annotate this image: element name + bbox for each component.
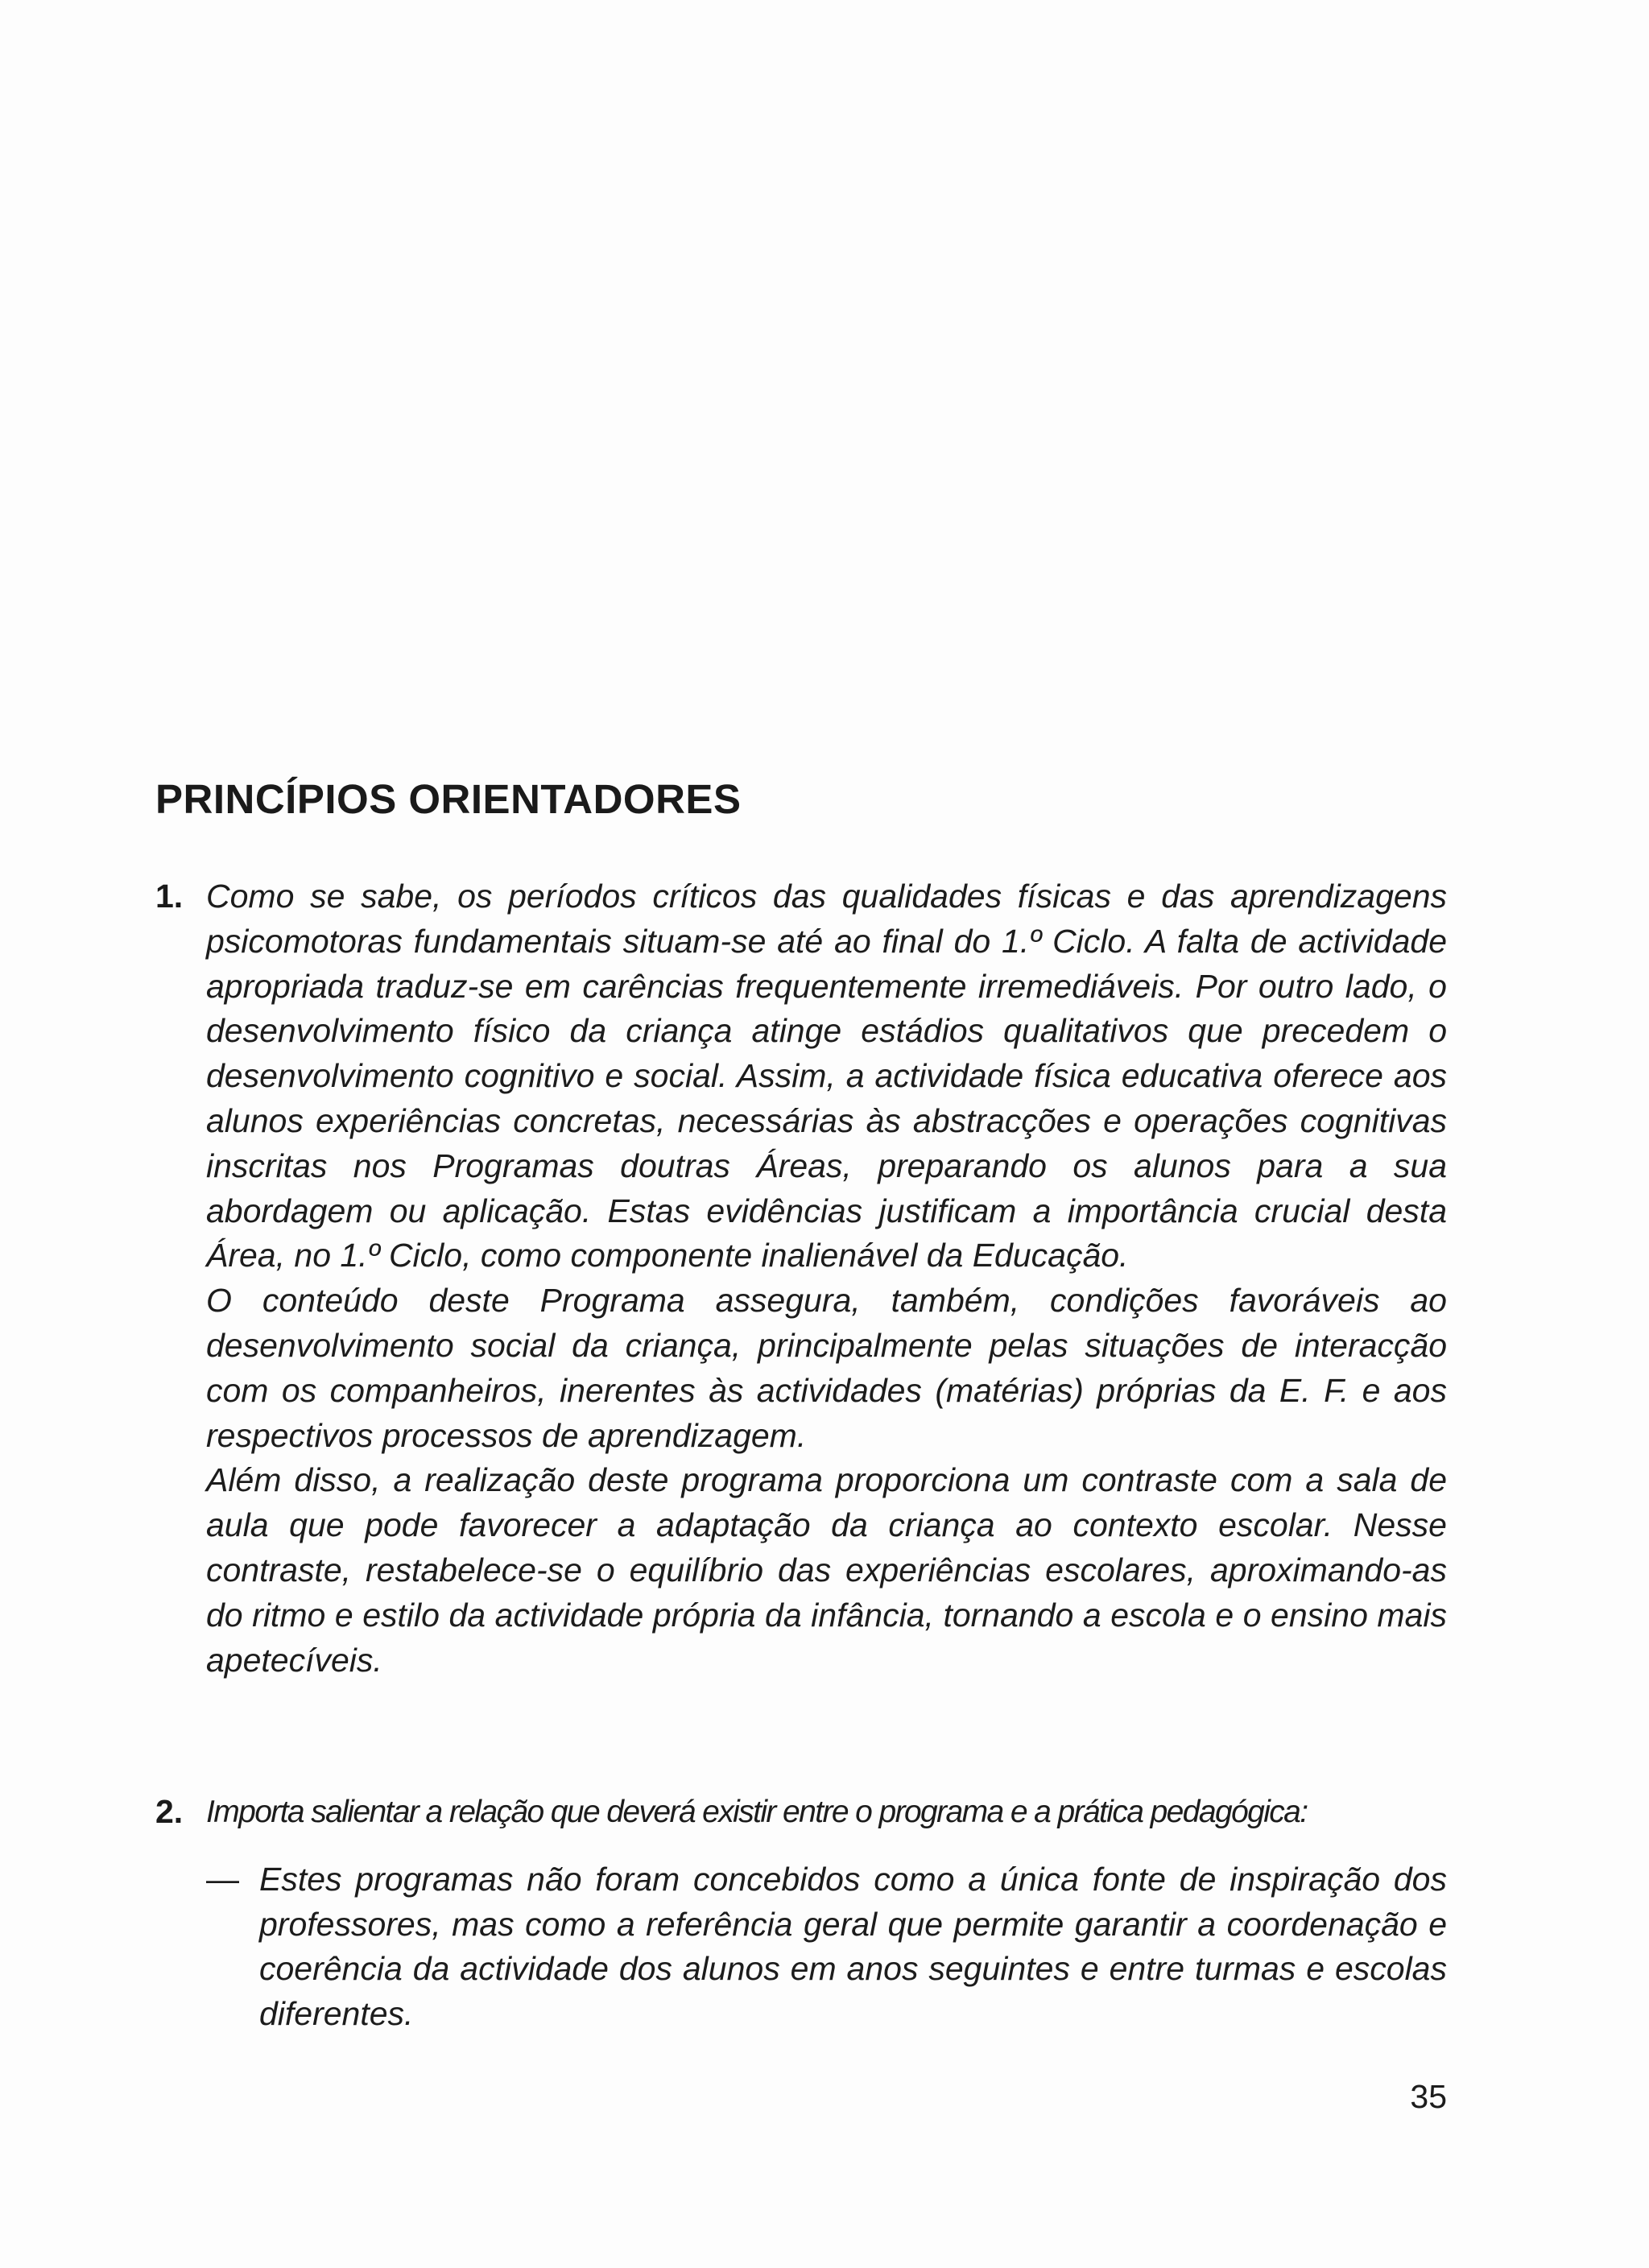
paragraph: O conteúdo deste Programa assegura, também, condições favoráveis ao desenvolvimento social da criança, principalmente pelas situações de interacção com os companheiros, inerentes às actividades (matérias) próprias da E. F. e aos respectivos processos de aprendizagem. xyxy=(206,1282,1447,1454)
section-heading: PRINCÍPIOS ORIENTADORES xyxy=(155,776,742,822)
paragraph: Além disso, a realização deste programa proporciona um contraste com a sala de aula que pode favorecer a adaptação da criança ao contexto escolar. Nesse contraste, restabelece-se o equilíbrio das experiências escolares, aproximando-as do ritmo e estilo da actividade própria da infância, tornando a escola e o ensino mais apetecíveis. xyxy=(206,1461,1447,1679)
item-number: 2. xyxy=(155,1793,184,1830)
page-number: 35 xyxy=(1410,2078,1447,2115)
item-number: 1. xyxy=(155,878,184,915)
list-item xyxy=(206,1857,1447,2037)
item-intro: Importa salientar a relação que deverá existir entre o programa e a prática pedagógica: xyxy=(206,1795,1308,1829)
item-body xyxy=(206,874,1447,1683)
list-item-text: Estes programas não foram concebidos como a única fonte de inspiração dos professores, mas como a referência geral que permite garantir a coordenação e coerência da actividade dos alunos em anos seguintes e entre turmas e escolas diferentes. xyxy=(259,1860,1447,2033)
principle-item-1 xyxy=(155,874,1447,1683)
paragraph: Como se sabe, os períodos críticos das qualidades físicas e das aprendizagens psicomotoras fundamentais situam-se até ao final do 1.º Ciclo. A falta de actividade apropriada traduz-se em carências frequentemente irremediáveis. Por outro lado, o desenvolvimento físico da criança atinge estádios qualitativos que precedem o desenvolvimento cognitivo e social. Assim, a actividade física educativa oferece aos alunos experiências concretas, necessárias às abstracções e operações cognitivas inscritas nos Programas doutras Áreas, preparando os alunos para a sua abordagem ou aplicação. Estas evidências justificam a importância crucial desta Área, no 1.º Ciclo, como componente inalienável da Educação. xyxy=(206,878,1447,1274)
principle-item-2 xyxy=(155,1790,1447,2037)
em-dash-bullet: — xyxy=(206,1860,239,1898)
item-body xyxy=(206,1790,1447,2037)
